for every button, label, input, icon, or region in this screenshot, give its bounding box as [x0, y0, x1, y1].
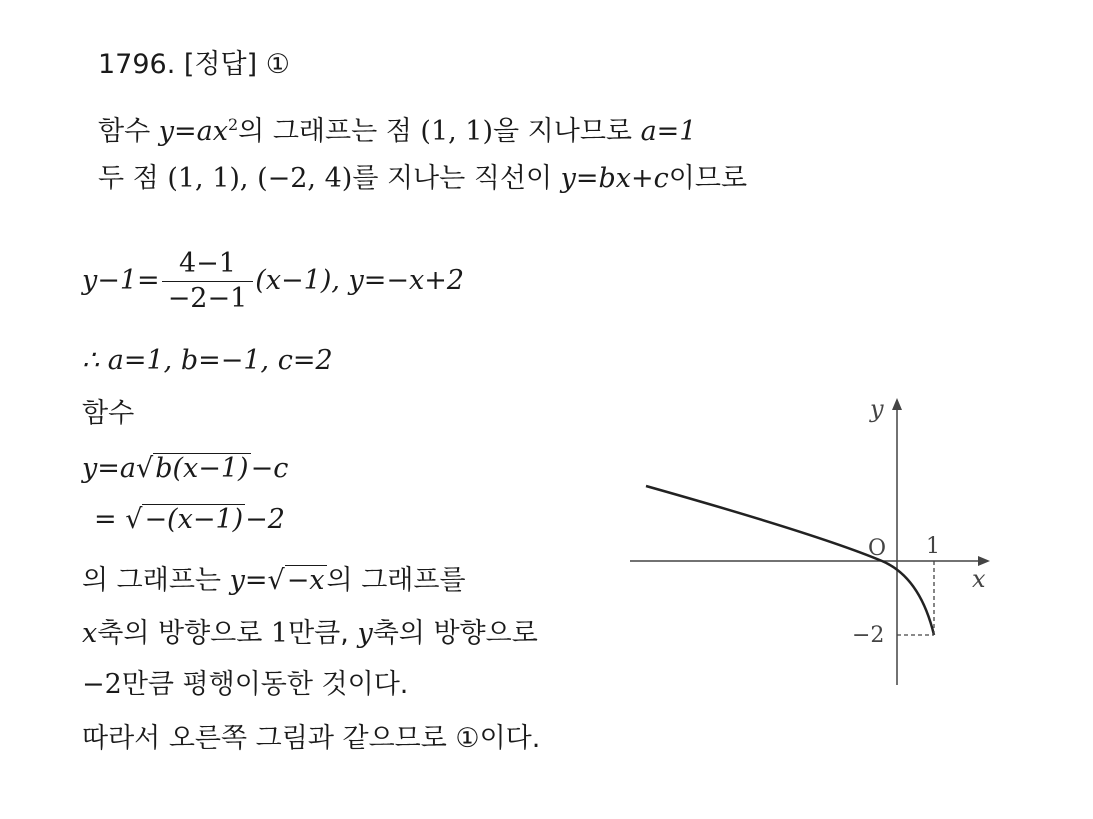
problem-header [98, 48, 290, 82]
x-axis-label: x [972, 565, 986, 593]
line-6: y=a√b(x−1)−c [82, 453, 289, 484]
line-1: 함수 $y=ax^2$의 그래프는 점 (1, 1)을 지나므로 a=1 [98, 115, 697, 147]
y-axis-arrow-icon [892, 398, 902, 410]
x-tick-label: 1 [926, 534, 940, 559]
radical-expression: √b(x−1) [135, 453, 249, 484]
origin-label: O [868, 536, 887, 561]
line-4-therefore: ∴ a=1, b=−1, c=2 [82, 345, 333, 376]
fraction-denominator: −2−1 [167, 283, 248, 314]
slope-fraction [162, 249, 254, 314]
line-9: x축의 방향으로 1만큼, y축의 방향으로 [82, 618, 538, 649]
line-8: 의 그래프는 y=√−x의 그래프를 [82, 565, 466, 596]
line-7: = √−(x−1)−2 [94, 504, 285, 535]
line-10: −2만큼 평행이동한 것이다. [82, 669, 409, 700]
radical-expression: √−x [267, 565, 325, 596]
y-tick-label: −2 [852, 623, 885, 648]
answer-value: ① [265, 49, 290, 80]
fraction-numerator: 4−1 [162, 249, 254, 282]
answer-label: [정답] [183, 49, 258, 80]
radical-expression: √−(x−1) [125, 504, 244, 535]
line-5: 함수 [82, 398, 135, 429]
problem-number: 1796. [98, 49, 176, 80]
line-2: 두 점 (1, 1), (−2, 4)를 지나는 직선이 y=bx+c이므로 [98, 163, 748, 194]
line-11-conclusion: 따라서 오른쪽 그림과 같으므로 ①이다. [82, 723, 541, 754]
y-axis-label: y [870, 395, 884, 423]
line-3-slope-equation: y−1= $\frac{4-1}{-2-1}$ (x−1), y=−x+2 [82, 248, 465, 314]
function-graph [620, 385, 1020, 705]
